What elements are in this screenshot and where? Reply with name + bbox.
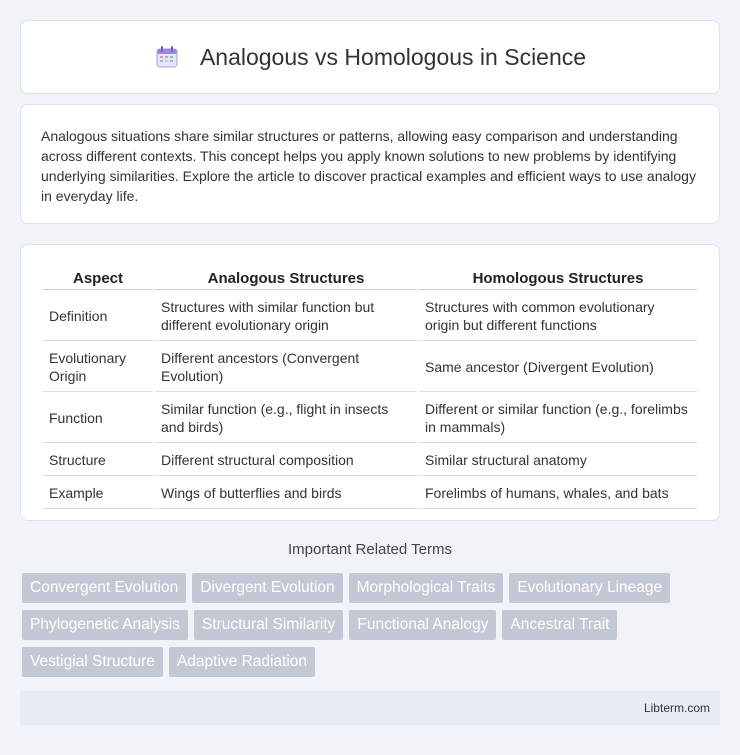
cell-aspect: Function — [43, 394, 153, 443]
table-row — [43, 292, 697, 341]
intro-text: Analogous situations share similar structures or patterns, allowing easy comparison and understanding across different contexts. This concept helps you apply known solutions to new problems by identifying underlying similarities. Explore the article to discover practical examples and efficient ways to use analogy in everyday life. — [41, 128, 696, 204]
cell-analogous: Structures with similar function but different evolutionary origin — [155, 292, 417, 341]
tag-evolutionary-lineage[interactable]: Evolutionary Lineage — [509, 573, 670, 603]
cell-analogous: Wings of butterflies and birds — [155, 478, 417, 509]
table-row — [43, 343, 697, 392]
tag-functional-analogy[interactable]: Functional Analogy — [349, 610, 496, 640]
tag-adaptive-radiation[interactable]: Adaptive Radiation — [169, 647, 315, 677]
page-title: Analogous vs Homologous in Science — [199, 43, 587, 70]
footer — [20, 691, 720, 725]
table-card — [20, 244, 720, 521]
header-analogous: Analogous Structures — [155, 266, 417, 290]
comparison-table — [41, 264, 699, 511]
cell-analogous: Different structural composition — [155, 445, 417, 476]
tag-vestigial-structure[interactable]: Vestigial Structure — [22, 647, 163, 677]
footer-site-link[interactable]: Libterm.com — [643, 701, 710, 715]
cell-homologous: Structures with common evolutionary origin but different functions — [419, 292, 697, 341]
table-row — [43, 478, 697, 509]
tag-divergent-evolution[interactable]: Divergent Evolution — [192, 573, 342, 603]
tag-phylogenetic-analysis[interactable]: Phylogenetic Analysis — [22, 610, 188, 640]
cell-analogous: Similar function (e.g., flight in insects and birds) — [155, 394, 417, 443]
table-row — [43, 445, 697, 476]
header-aspect: Aspect — [43, 266, 153, 290]
related-terms-list — [22, 573, 712, 677]
tag-structural-similarity[interactable]: Structural Similarity — [194, 610, 344, 640]
header-homologous: Homologous Structures — [419, 266, 697, 290]
header-card — [20, 20, 720, 94]
tag-ancestral-trait[interactable]: Ancestral Trait — [502, 610, 617, 640]
cell-aspect: Example — [43, 478, 153, 509]
tag-morphological-traits[interactable]: Morphological Traits — [349, 573, 504, 603]
cell-homologous: Same ancestor (Divergent Evolution) — [419, 343, 697, 392]
table-row — [43, 394, 697, 443]
calendar-icon — [154, 44, 180, 70]
cell-aspect: Definition — [43, 292, 153, 341]
cell-aspect: Evolutionary Origin — [43, 343, 153, 392]
cell-homologous: Forelimbs of humans, whales, and bats — [419, 478, 697, 509]
tag-convergent-evolution[interactable]: Convergent Evolution — [22, 573, 186, 603]
table-header-row — [43, 266, 697, 290]
cell-homologous: Similar structural anatomy — [419, 445, 697, 476]
intro-card — [20, 104, 720, 224]
cell-homologous: Different or similar function (e.g., forelimbs in mammals) — [419, 394, 697, 443]
related-terms-title: Important Related Terms — [288, 541, 452, 558]
cell-aspect: Structure — [43, 445, 153, 476]
cell-analogous: Different ancestors (Convergent Evolution) — [155, 343, 417, 392]
